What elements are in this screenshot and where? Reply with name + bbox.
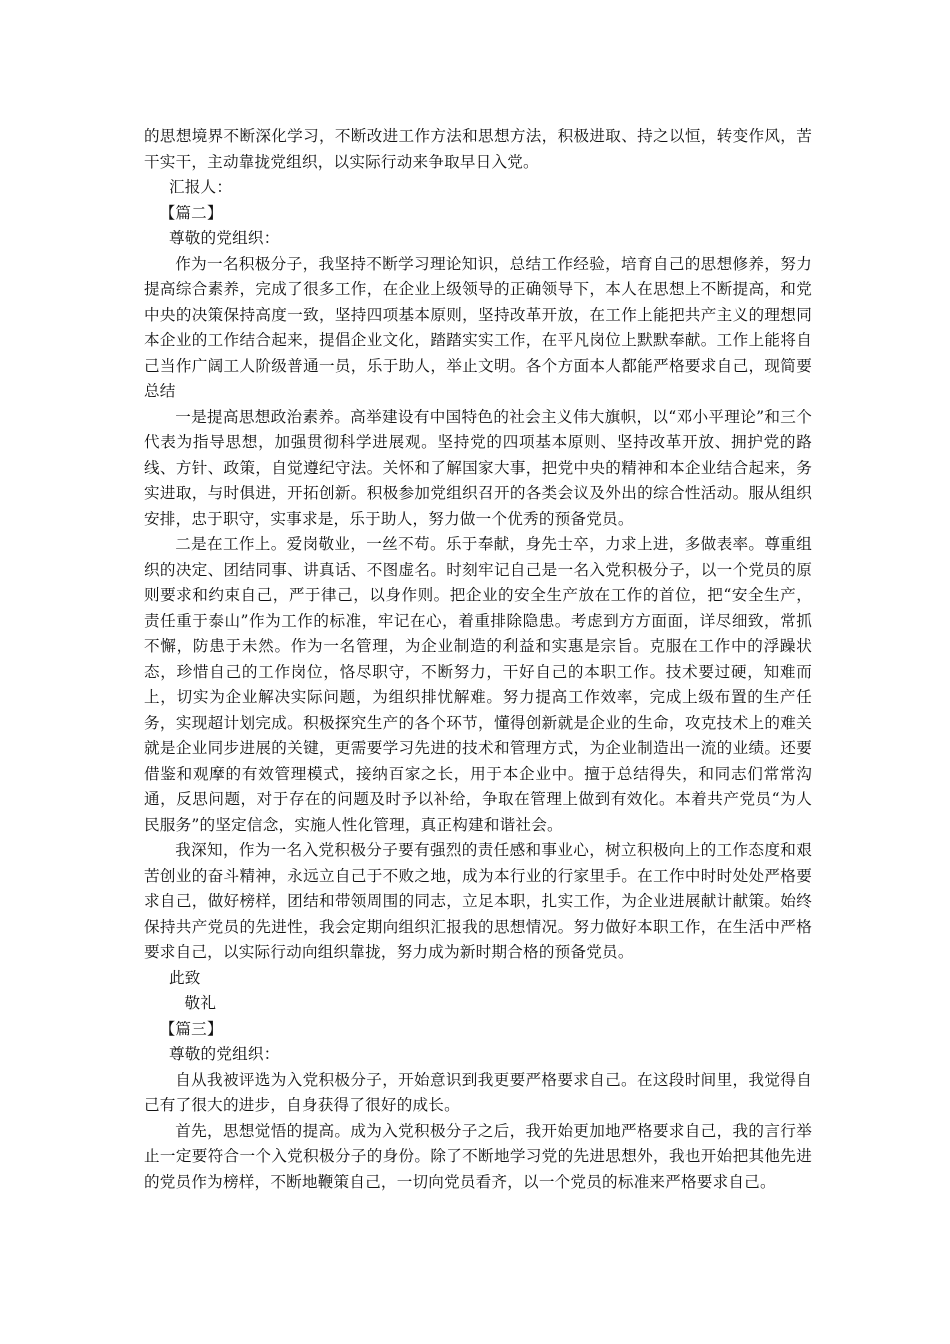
reporter-signature: 汇报人： [168,178,233,196]
paragraph-intro: 作为一名积极分子，我坚持不断学习理论知识，总结工作经验，培育自己的思想修养，努力提高综合素养，完成了很多工作，在企业上级领导的正确领导下，本人在思想上不断提高，和党中央的决策保持高度一致，坚持四项基本原则，坚持改革开放，在工作上能把共产主义的理想同本企业的工作结合起来，提倡企业文化，踏踏实实工作，在平凡岗位上默默奉献。工作上能将自己当作广阔工人阶级普通一员，乐于助人，举止文明。各个方面本人都能严格要求自己，现简要总结 [144,254,812,400]
salutation: 尊敬的党组织： [168,1045,280,1063]
paragraph-point-two: 二是在工作上。爱岗敬业，一丝不苟。乐于奉献，身先士卒，力求上进，多做表率。尊重组织的决定、团结同事、讲真话、不图虚名。时刻牢记自己是一名入党积极分子，以一个党员的原则要求和约束自己，严于律己，以身作则。把企业的安全生产放在工作的首位，把“安全生产，责任重于泰山”作为工作的标准，牢记在心，着重排除隐患。考虑到方方面面，详尽细致，常抓不懈，防患于未然。作为一名管理，为企业制造的利益和实惠是宗旨。克服在工作中的浮躁状态，珍惜自己的工作岗位，恪尽职守，不断努力，干好自己的本职工作。技术要过硬，知难而上，切实为企业解决实际问题，为组织排忧解难。努力提高工作效率，完成上级布置的生产任务，实现超计划完成。积极探究生产的各个环节，懂得创新就是企业的生命，攻克技术上的难关就是企业同步进展的关键，更需要学习先进的技术和管理方式，为企业制造出一流的业绩。还要借鉴和观摩的有效管理模式，接纳百家之长，用于本企业中。擅于总结得失，和同志们常常沟通，反思问题，对于存在的问题及时予以补给，争取在管理上做到有效化。本着共产党员“为人民服务”的坚定信念，实施人性化管理，真正构建和谐社会。 [144,535,812,834]
paragraph-intro: 自从我被评选为入党积极分子，开始意识到我更要严格要求自己。在这段时间里，我觉得自己有了很大的进步，自身获得了很好的成长。 [144,1070,812,1114]
closing-salute: 敬礼 [184,994,217,1012]
section-heading-part-two: 【篇二】 [159,203,223,222]
paragraph-conclusion: 我深知，作为一名入党积极分子要有强烈的责任感和事业心，树立积极向上的工作态度和艰苦创业的奋斗精神，永远立自己于不败之地，成为本行业的行家里手。在工作中时时处处严格要求自己，做好榜样，团结和带领周围的同志，立足本职，扎实工作，为企业进展献计献策。始终保持共产党员的先进性，我会定期向组织汇报我的思想情况。努力做好本职工作，在生活中严格要求自己，以实际行动向组织靠拢，努力成为新时期合格的预备党员。 [144,841,812,961]
document-body [144,124,812,1195]
paragraph-point-one: 一是提高思想政治素养。高举建设有中国特色的社会主义伟大旗帜，以“邓小平理论”和三个代表为指导思想，加强贯彻科学进展观。坚持党的四项基本原则、坚持改革开放、拥护党的路线、方针、政策，自觉遵纪守法。关怀和了解国家大事，把党中央的精神和本企业结合起来，务实进取，与时俱进，开拓创新。积极参加党组织召开的各类会议及外出的综合性活动。服从组织安排，忠于职守，实事求是，乐于助人，努力做一个优秀的预备党员。 [144,407,812,528]
section-heading-part-three: 【篇三】 [159,1019,223,1038]
paragraph-continuation: 的思想境界不断深化学习，不断改进工作方法和思想方法，积极进取、持之以恒，转变作风，苦干实干，主动靠拢党组织，以实际行动来争取早日入党。 [144,127,812,171]
closing-phrase: 此致 [168,968,201,987]
salutation: 尊敬的党组织： [168,229,280,247]
paragraph-point-one: 首先，思想觉悟的提高。成为入党积极分子之后，我开始更加地严格要求自己，我的言行举止一定要符合一个入党积极分子的身份。除了不断地学习党的先进思想外，我也开始把其他先进的党员作为榜样，不断地鞭策自己，一切向党员看齐，以一个党员的标准来严格要求自己。 [144,1121,812,1191]
